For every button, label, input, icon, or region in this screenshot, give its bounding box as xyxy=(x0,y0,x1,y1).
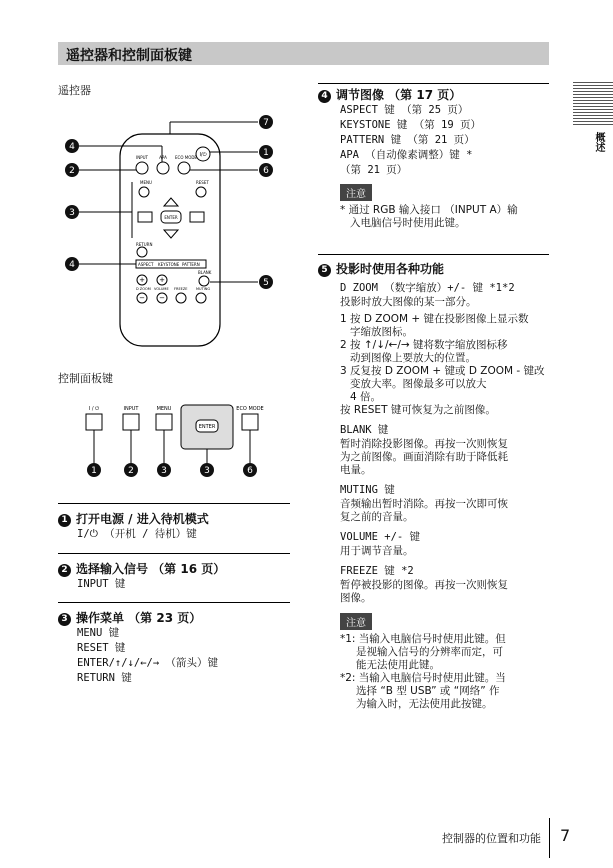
blank-desc: 暂时消除投影图像。再按一次则恢复 xyxy=(340,438,508,450)
callout-7: 7 xyxy=(263,118,269,128)
svg-text:3: 3 xyxy=(204,466,210,476)
remote-eco-label: ECO MODE xyxy=(175,155,197,160)
step: 动到图像上要放大的位置。 xyxy=(350,352,476,364)
section-3-line: ENTER/↑/↓/←/→ （箭头）键 xyxy=(77,657,219,669)
footnote: 选择 “B 型 USB” 或 “网络” 作 xyxy=(356,685,500,697)
muting-desc: 复之前的音量。 xyxy=(340,511,414,523)
remote-dzoom-label: D ZOOM xyxy=(136,287,151,291)
svg-text:+: + xyxy=(159,276,165,284)
footnote: *2: 当输入电脑信号时使用此键。当 xyxy=(340,672,506,684)
section-1-title: 打开电源 / 进入待机模式 xyxy=(76,512,209,526)
section-3-title: 操作菜单 （第 23 页） xyxy=(76,611,202,625)
svg-text:−: − xyxy=(139,294,145,302)
step: 3 反复按 D ZOOM + 键或 D ZOOM - 键改 xyxy=(340,365,545,377)
freeze-title: FREEZE 键 *2 xyxy=(340,565,414,577)
remote-enter-label: ENTER xyxy=(164,215,178,220)
svg-text:3: 3 xyxy=(161,466,167,476)
remote-return-label: RETURN xyxy=(136,242,153,247)
page-title: 遥控器和控制面板键 xyxy=(66,48,192,64)
section-4-line: ASPECT 键 （第 25 页） xyxy=(340,104,469,116)
step: 1 按 D ZOOM + 键在投影图像上显示数 xyxy=(340,313,529,325)
section-1-line: I/⏻ （开机 / 待机）键 xyxy=(77,528,197,540)
remote-menu-label: MENU xyxy=(140,180,152,185)
footer-divider xyxy=(549,818,550,858)
reset-line: 按 RESET 键可恢复为之前图像。 xyxy=(340,404,496,416)
freeze-desc: 暂停被投影的图像。再按一次则恢复 xyxy=(340,579,508,591)
side-lines xyxy=(573,82,613,127)
remote-muting-label: MUTING xyxy=(196,287,211,291)
remote-reset-label: RESET xyxy=(196,180,209,185)
note-text: 入电脑信号时使用此键。 xyxy=(350,217,466,229)
callout-3: 3 xyxy=(69,208,75,218)
section-3: 3 操作菜单 （第 23 页） MENU 键 RESET 键 ENTER/↑/↓/←/→ （箭头）键 RETURN 键 xyxy=(58,602,290,686)
remote-apa-label: APA xyxy=(159,155,167,160)
footer-title: 控制器的位置和功能 xyxy=(442,832,541,845)
step: 字缩放图标。 xyxy=(350,326,413,338)
section-2-title: 选择输入信号 （第 16 页） xyxy=(76,562,226,576)
section-4: 4 调节图像 （第 17 页） ASPECT 键 （第 25 页） KEYSTONE 键 （第 19 页） PATTERN 键 （第 21 页） APA （自动像素调整）键 * （第 21 页） 注意 * 通过 RGB 输入接口 （INPUT A）输 入电脑信号时使用此键。 xyxy=(318,83,549,230)
remote-aspect-label: ASPECT xyxy=(138,262,154,267)
callout-2: 2 xyxy=(69,166,75,176)
section-2: 2 选择输入信号 （第 16 页） INPUT 键 xyxy=(58,553,290,592)
muting-desc: 音频输出暂时消除。再按一次即可恢 xyxy=(340,498,508,510)
remote-freeze-label: FREEZE xyxy=(174,287,188,291)
section-4-line: PATTERN 键 （第 21 页） xyxy=(340,134,475,146)
volume-desc: 用于调节音量。 xyxy=(340,545,414,557)
volume-title: VOLUME +/- 键 xyxy=(340,531,421,543)
panel-label: 控制面板键 xyxy=(58,372,113,385)
dzoom-desc: 投影时放大图像的某一部分。 xyxy=(340,296,477,308)
page-number: 7 xyxy=(560,826,571,845)
remote-input-label: INPUT xyxy=(136,155,148,160)
footnote: 为输入时，无法使用此按键。 xyxy=(356,698,493,710)
step: 2 按 ↑/↓/←/→ 键将数字缩放图标移 xyxy=(340,339,508,351)
section-2-line: INPUT 键 xyxy=(77,578,126,590)
svg-text:−: − xyxy=(159,294,165,302)
blank-title: BLANK 键 xyxy=(340,424,389,436)
section-3-line: MENU 键 xyxy=(77,627,120,639)
footnote: *1: 当输入电脑信号时使用此键。但 xyxy=(340,633,506,645)
section-tab: 概述 xyxy=(593,132,604,152)
panel-eco-label: ECO MODE xyxy=(236,406,264,412)
panel-power-label: I / ⏻ xyxy=(88,406,100,412)
callout-4b: 4 xyxy=(69,260,75,270)
svg-text:2: 2 xyxy=(128,466,134,476)
section-4-title: 调节图像 （第 17 页） xyxy=(336,88,462,102)
remote-blank-label: BLANK xyxy=(198,270,212,275)
remote-keystone-label: KEYSTONE xyxy=(158,262,180,267)
footnote: 能无法使用此键。 xyxy=(356,659,440,671)
panel-input-label: INPUT xyxy=(123,406,139,412)
section-5-title: 投影时使用各种功能 xyxy=(336,262,445,276)
section-3-line: RETURN 键 xyxy=(77,672,132,684)
freeze-desc: 图像。 xyxy=(340,592,372,604)
footnote: 是视输入信号的分辨率而定，可 xyxy=(356,646,503,658)
remote-body xyxy=(120,134,220,346)
panel-diagram xyxy=(78,402,278,480)
panel-menu-label: MENU xyxy=(156,406,172,412)
remote-power-label: I/⏻ xyxy=(199,152,207,158)
note-label: 注意 xyxy=(340,184,372,201)
svg-text:+: + xyxy=(139,276,145,284)
callout-4a: 4 xyxy=(69,142,75,152)
blank-desc: 为之前图像。画面消除有助于降低耗 xyxy=(340,451,508,463)
remote-pattern-label: PATTERN xyxy=(182,262,200,267)
section-3-line: RESET 键 xyxy=(77,642,126,654)
remote-volume-label: VOLUME xyxy=(154,287,169,291)
section-5: 5 投影时使用各种功能 D ZOOM （数字缩放）+/- 键 *1*2 投影时放大图像的某一部分。 1 按 D ZOOM + 键在投影图像上显示数 字缩放图标。 2 按 ↑/↓/←/→ 键将数字缩放图标移 动到图像上要放大的位置。 3 反复按 D ZOOM + 键或 D ZOOM - 键改 变放大率。图像最多可以放大 4 倍。 按 RESET 键可恢复为之前图像。 BLANK 键 暂时消除投影图像。再按一次则恢复 为之前图像。画面消除有助于降低耗 电量。 MUTING 键 音频输出暂时消除。再按一次即可恢 复之前的音量。 VOLUME +/- 键 用于调节音量。 FREEZE 键 *2 暂停被投影的图像。再按一次则恢复 图像。 注意 *1: 当输入电脑信号时使用此键。但 是视输入信号的分辨率而定，可 能无法使用此键。 *2: 当输入电脑信号时使用此键。当 选择 “B 型 USB” 或 “网络” 作 为输入时，无法使用此按键。 xyxy=(318,254,549,711)
remote-diagram xyxy=(58,112,290,350)
callout-5: 5 xyxy=(263,278,269,288)
remote-label: 遥控器 xyxy=(58,84,91,97)
section-1: 1 打开电源 / 进入待机模式 I/⏻ （开机 / 待机）键 xyxy=(58,503,290,542)
muting-title: MUTING 键 xyxy=(340,484,395,496)
note-text: * 通过 RGB 输入接口 （INPUT A）输 xyxy=(340,204,518,216)
callout-6: 6 xyxy=(263,166,269,176)
section-4-line: APA （自动像素调整）键 * xyxy=(340,149,473,161)
note2-label: 注意 xyxy=(340,613,372,630)
svg-text:6: 6 xyxy=(247,466,253,476)
callout-1: 1 xyxy=(263,148,269,158)
svg-text:1: 1 xyxy=(91,466,97,476)
step: 4 倍。 xyxy=(350,391,382,403)
panel-enter-label: ENTER xyxy=(198,424,216,430)
section-4-line: （第 21 页） xyxy=(340,164,408,176)
section-4-line: KEYSTONE 键 （第 19 页） xyxy=(340,119,482,131)
step: 变放大率。图像最多可以放大 xyxy=(350,378,487,390)
blank-desc: 电量。 xyxy=(340,464,372,476)
dzoom-title: D ZOOM （数字缩放）+/- 键 *1*2 xyxy=(340,282,515,294)
